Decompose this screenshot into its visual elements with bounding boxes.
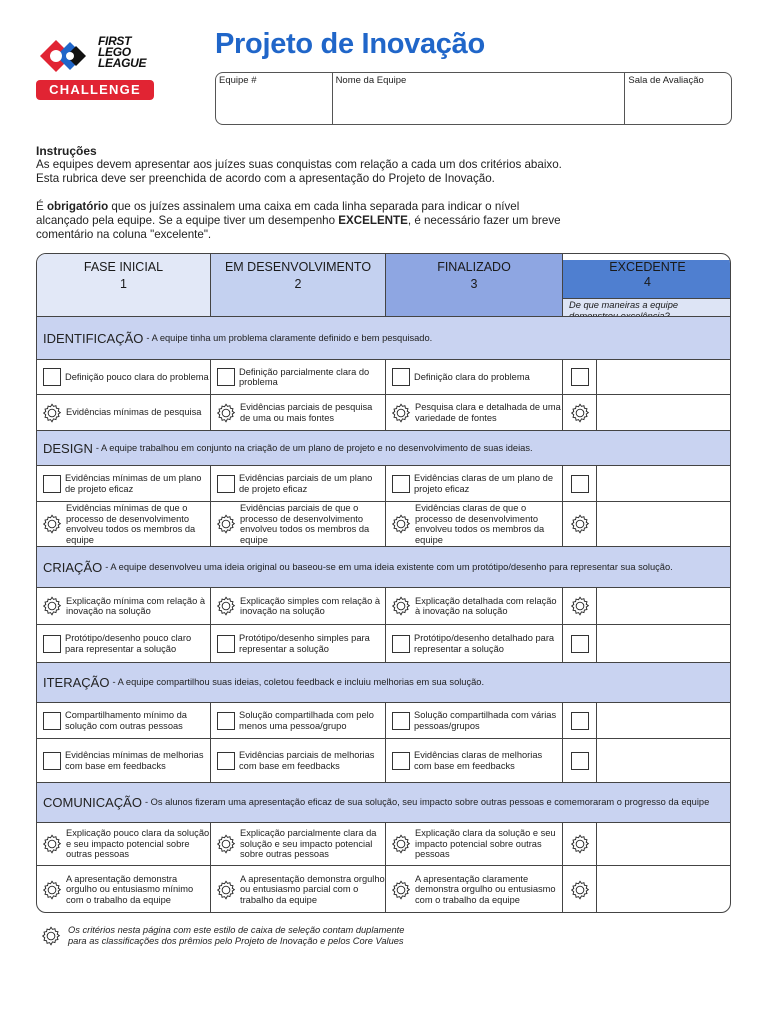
criterion-cell-level-2 — [211, 360, 386, 394]
excellence-comment-field[interactable] — [597, 360, 731, 394]
rubric-row — [37, 738, 731, 782]
rubric-row — [37, 394, 731, 430]
criterion-cell-level-3 — [386, 739, 563, 782]
section-description: - A equipe trabalhou em conjunto na criação de um plano de projeto e no desenvolvimento de suas ideias. — [95, 442, 533, 453]
level-2-checkbox[interactable] — [217, 712, 235, 730]
level-2-number: 2 — [294, 277, 302, 291]
criterion-text: Evidências parciais de que o processo de desenvolvimento envolveu todos os membros da equipe — [240, 503, 370, 545]
instructions-line-1: As equipes devem apresentar aos juízes suas conquistas com relação a cada um dos critérios abaixo. — [36, 158, 562, 171]
criterion-cell-level-1 — [37, 703, 211, 738]
logo-word-league: LEAGUE — [98, 56, 147, 70]
criterion-cell-level-2 — [211, 502, 386, 546]
criterion-cell-level-4 — [563, 588, 597, 624]
rubric-row — [37, 624, 731, 662]
criterion-text: A apresentação demonstra orgulho ou entusiasmo mínimo com o trabalho da equipe — [66, 873, 194, 905]
criterion-cell-level-1 — [37, 466, 211, 501]
gear-icon — [390, 879, 412, 901]
instructions-line-2: Esta rubrica deve ser preenchida de acordo com a apresentação do Projeto de Inovação. — [36, 172, 495, 185]
rubric-row — [37, 359, 731, 394]
criterion-cell-level-4 — [563, 625, 597, 662]
team-name-field[interactable] — [333, 73, 626, 124]
level-3-gear-checkbox[interactable] — [390, 879, 412, 901]
level-4-checkbox[interactable] — [571, 475, 589, 493]
criterion-cell-level-4 — [563, 703, 597, 738]
criterion-cell-level-1 — [37, 823, 211, 865]
section-band-3 — [37, 662, 731, 702]
criterion-cell-level-1 — [37, 625, 211, 662]
level-1-gear-checkbox[interactable] — [41, 595, 63, 617]
level-2-checkbox[interactable] — [217, 752, 235, 770]
gear-icon — [41, 833, 63, 855]
level-header-3 — [386, 254, 563, 316]
rubric-row — [37, 865, 731, 913]
level-2-label: EM DESENVOLVIMENTO — [224, 260, 372, 274]
excellence-comment-field[interactable] — [597, 502, 731, 546]
criterion-cell-level-4 — [563, 739, 597, 782]
level-1-gear-checkbox[interactable] — [41, 402, 63, 424]
gear-icon — [390, 833, 412, 855]
section-band-0 — [37, 316, 731, 359]
level-4-label: EXCEDENTE — [609, 260, 686, 274]
section-description: - A equipe tinha um problema claramente definido e bem pesquisado. — [146, 332, 433, 343]
criterion-cell-level-2 — [211, 823, 386, 865]
instructions-paragraph-2 — [36, 200, 571, 242]
criterion-cell-level-4 — [563, 502, 597, 546]
rubric-table — [36, 253, 731, 913]
criterion-text: Protótipo/desenho pouco claro para representar a solução — [65, 633, 192, 654]
level-header-2 — [211, 254, 386, 316]
criterion-cell-level-3 — [386, 360, 563, 394]
level-1-number: 1 — [120, 277, 127, 291]
criterion-cell-level-1 — [37, 502, 211, 546]
criterion-text: Evidências mínimas de um plano de projeto eficaz — [65, 473, 202, 494]
level-1-checkbox[interactable] — [43, 712, 61, 730]
criterion-cell-level-2 — [211, 466, 386, 501]
level-4-number: 4 — [644, 275, 651, 289]
level-3-checkbox[interactable] — [392, 475, 410, 493]
rubric-row — [37, 822, 731, 865]
criterion-cell-level-3 — [386, 625, 563, 662]
criterion-text: Protótipo/desenho detalhado para representar a solução — [414, 633, 555, 654]
criterion-cell-level-4 — [563, 360, 597, 394]
criterion-text: Explicação pouco clara da solução e seu impacto potencial sobre outras pessoas — [66, 828, 210, 860]
criterion-text: Evidências claras de melhorias com base em feedbacks — [414, 750, 543, 771]
section-name: IDENTIFICAÇÃO — [43, 330, 144, 346]
level-3-label: FINALIZADO — [437, 260, 511, 274]
team-number-field[interactable] — [216, 73, 333, 124]
level-4-gear-checkbox[interactable] — [569, 879, 591, 901]
criterion-text: Evidências mínimas de que o processo de desenvolvimento envolveu todos os membros da equipe — [66, 503, 196, 545]
criterion-text: Solução compartilhada com várias pessoas/grupos — [414, 710, 557, 731]
criterion-text: Evidências claras de que o processo de desenvolvimento envolveu todos os membros da equipe — [415, 503, 545, 545]
level-2-gear-checkbox[interactable] — [215, 513, 237, 535]
criterion-text: Explicação mínima com relação à inovação na solução — [66, 595, 205, 616]
rubric-row — [37, 501, 731, 546]
instr-obrigatorio: obrigatório — [46, 200, 109, 213]
level-3-gear-checkbox[interactable] — [390, 402, 412, 424]
level-header-4 — [563, 254, 731, 316]
level-4-prompt: De que maneiras a equipe — [563, 298, 731, 322]
gear-icon — [41, 879, 63, 901]
criterion-cell-level-1 — [37, 866, 211, 913]
criterion-text: Evidências parciais de melhorias com base em feedbacks — [239, 750, 375, 771]
criterion-cell-level-3 — [386, 866, 563, 913]
level-1-gear-checkbox[interactable] — [41, 833, 63, 855]
gear-icon — [41, 402, 63, 424]
section-band-4 — [37, 782, 731, 822]
criterion-text: Explicação detalhada com relação à inovação na solução — [415, 595, 557, 616]
excellence-comment-field[interactable] — [597, 466, 731, 501]
level-3-gear-checkbox[interactable] — [390, 595, 412, 617]
level-1-checkbox[interactable] — [43, 368, 61, 386]
level-4-gear-checkbox[interactable] — [569, 402, 591, 424]
criterion-text: Definição parcialmente clara do problema — [239, 366, 370, 387]
gear-icon — [390, 402, 412, 424]
criterion-cell-level-4 — [563, 466, 597, 501]
criterion-text: Explicação clara da solução e seu impacto potencial sobre outras pessoas — [415, 828, 556, 860]
criterion-text: Evidências mínimas de melhorias com base em feedbacks — [65, 750, 204, 771]
level-2-checkbox[interactable] — [217, 475, 235, 493]
excellence-comment-field[interactable] — [597, 395, 731, 430]
criterion-text: Explicação simples com relação à inovação na solução — [240, 595, 381, 616]
level-2-gear-checkbox[interactable] — [215, 595, 237, 617]
level-1-checkbox[interactable] — [43, 635, 61, 653]
section-name: ITERAÇÃO — [43, 675, 110, 690]
level-3-number: 3 — [470, 277, 478, 291]
room-label: Sala de Avaliação — [628, 75, 704, 86]
criterion-text: Definição pouco clara do problema — [65, 371, 209, 382]
footnote-gear-icon — [40, 925, 62, 947]
rubric-row — [37, 702, 731, 738]
logo-word-lego: LEGO — [98, 45, 131, 59]
level-2-gear-checkbox[interactable] — [215, 833, 237, 855]
criterion-cell-level-1 — [37, 360, 211, 394]
team-number-label: Equipe # — [219, 75, 257, 86]
instr-text-e: , é necessário fazer um breve comentário na coluna "excelente". — [36, 214, 561, 241]
criterion-cell-level-3 — [386, 588, 563, 624]
gear-icon — [569, 513, 591, 535]
excellence-comment-field[interactable] — [597, 866, 731, 913]
gear-icon — [41, 513, 63, 535]
level-1-checkbox[interactable] — [43, 475, 61, 493]
level-4-gear-checkbox[interactable] — [569, 513, 591, 535]
level-2-checkbox[interactable] — [217, 635, 235, 653]
level-4-checkbox[interactable] — [571, 712, 589, 730]
level-header-1 — [37, 254, 211, 316]
criterion-text: A apresentação claramente demonstra orgulho ou entusiasmo com o trabalho da equipe — [415, 873, 556, 905]
gear-icon — [569, 402, 591, 424]
instructions-block — [36, 144, 596, 242]
criterion-text: Compartilhamento mínimo da solução com outras pessoas — [65, 710, 187, 731]
logo-word-first: FIRST — [98, 34, 132, 48]
room-field[interactable] — [625, 73, 731, 124]
footnote-line-1: Os critérios nesta página com este estilo de caixa de seleção contam duplamente — [68, 925, 405, 935]
excellence-comment-field[interactable] — [597, 625, 731, 662]
criterion-cell-level-3 — [386, 395, 563, 430]
instr-text-c: que os juízes assinalem uma caixa em cada linha separada para indicar o nível alcançado pela equipe. Se a equipe tiver um desempenho — [36, 200, 520, 227]
level-2-checkbox[interactable] — [217, 368, 235, 386]
section-band-2 — [37, 546, 731, 587]
excellence-comment-field[interactable] — [597, 703, 731, 738]
level-1-label: FASE INICIAL — [83, 260, 164, 274]
criterion-text: Protótipo/desenho simples para representar a solução — [239, 633, 370, 654]
criterion-text: Evidências mínimas de pesquisa — [66, 407, 202, 418]
criterion-cell-level-3 — [386, 466, 563, 501]
section-description: - A equipe compartilhou suas ideias, coletou feedback e incluiu melhorias em sua solução. — [112, 677, 485, 687]
section-name: DESIGN — [43, 440, 93, 456]
section-name: CRIAÇÃO — [43, 559, 103, 575]
section-description: - A equipe desenvolveu uma ideia original ou baseou-se em uma ideia existente com um protótipo/desenho para representar sua solução. — [105, 561, 673, 572]
first-lego-league-logo — [36, 34, 156, 102]
criterion-cell-level-2 — [211, 395, 386, 430]
criterion-cell-level-1 — [37, 588, 211, 624]
level-2-gear-checkbox[interactable] — [215, 879, 237, 901]
criterion-cell-level-3 — [386, 823, 563, 865]
criterion-cell-level-2 — [211, 866, 386, 913]
level-3-checkbox[interactable] — [392, 712, 410, 730]
excellence-comment-field[interactable] — [597, 739, 731, 782]
footnote-line-2: para as classificações dos prêmios pelo Projeto de Inovação e pelos Core Values — [68, 936, 404, 946]
criterion-cell-level-2 — [211, 625, 386, 662]
level-4-checkbox[interactable] — [571, 368, 589, 386]
level-4-gear-checkbox[interactable] — [569, 833, 591, 855]
level-4-checkbox[interactable] — [571, 635, 589, 653]
gear-icon — [215, 833, 237, 855]
level-3-gear-checkbox[interactable] — [390, 833, 412, 855]
team-info-box — [215, 72, 732, 125]
team-name-label: Nome da Equipe — [335, 75, 407, 86]
gear-icon — [215, 402, 237, 424]
criterion-text: Solução compartilhada com pelo menos uma pessoa/grupo — [239, 710, 374, 731]
logo-banner-challenge: CHALLENGE — [36, 80, 154, 100]
section-band-1 — [37, 430, 731, 465]
criterion-cell-level-1 — [37, 395, 211, 430]
level-2-gear-checkbox[interactable] — [215, 402, 237, 424]
level-3-checkbox[interactable] — [392, 752, 410, 770]
gear-icon — [569, 833, 591, 855]
gear-icon — [569, 595, 591, 617]
section-description: - Os alunos fizeram uma apresentação eficaz de sua solução, seu impacto sobre outras pessoas e comemoraram o progresso da equipe — [144, 797, 710, 807]
criterion-cell-level-4 — [563, 866, 597, 913]
gear-icon — [215, 513, 237, 535]
instr-text-a: É — [36, 200, 47, 213]
criterion-text: Evidências parciais de pesquisa de uma ou mais fontes — [240, 402, 373, 423]
level-1-checkbox[interactable] — [43, 752, 61, 770]
criterion-cell-level-4 — [563, 395, 597, 430]
criterion-text: Evidências claras de um plano de projeto eficaz — [414, 473, 554, 494]
criterion-text: Definição clara do problema — [414, 371, 530, 382]
instr-excelente: EXCELENTE — [338, 214, 408, 227]
level-3-checkbox[interactable] — [392, 635, 410, 653]
excellence-comment-field[interactable] — [597, 588, 731, 624]
criterion-cell-level-3 — [386, 502, 563, 546]
criterion-cell-level-1 — [37, 739, 211, 782]
criterion-text: Evidências parciais de um plano de projeto eficaz — [239, 473, 373, 494]
criterion-cell-level-3 — [386, 703, 563, 738]
criterion-cell-level-2 — [211, 588, 386, 624]
gear-icon — [390, 513, 412, 535]
level-1-gear-checkbox[interactable] — [41, 879, 63, 901]
rubric-row — [37, 465, 731, 501]
logo-mark-icon — [36, 34, 96, 78]
level-1-gear-checkbox[interactable] — [41, 513, 63, 535]
gear-icon — [390, 595, 412, 617]
level-3-gear-checkbox[interactable] — [390, 513, 412, 535]
gear-icon — [215, 595, 237, 617]
gear-icon — [569, 879, 591, 901]
gear-icon — [215, 879, 237, 901]
rubric-row — [37, 587, 731, 624]
criterion-text: A apresentação demonstra orgulho ou entusiasmo parcial com o trabalho da equipe — [240, 873, 385, 905]
criterion-cell-level-2 — [211, 703, 386, 738]
level-4-checkbox[interactable] — [571, 752, 589, 770]
excellence-comment-field[interactable] — [597, 823, 731, 865]
criterion-cell-level-4 — [563, 823, 597, 865]
criterion-cell-level-2 — [211, 739, 386, 782]
section-name: COMUNICAÇÃO — [43, 795, 142, 810]
footnote — [40, 925, 404, 947]
gear-icon — [41, 595, 63, 617]
page-title: Projeto de Inovação — [215, 28, 485, 60]
level-4-gear-checkbox[interactable] — [569, 595, 591, 617]
level-3-checkbox[interactable] — [392, 368, 410, 386]
criterion-text: Explicação parcialmente clara da solução e seu impacto potencial sobre outras pessoas — [240, 828, 377, 860]
instructions-heading: Instruções — [36, 144, 97, 158]
criterion-text: Pesquisa clara e detalhada de uma variedade de fontes — [415, 402, 561, 423]
